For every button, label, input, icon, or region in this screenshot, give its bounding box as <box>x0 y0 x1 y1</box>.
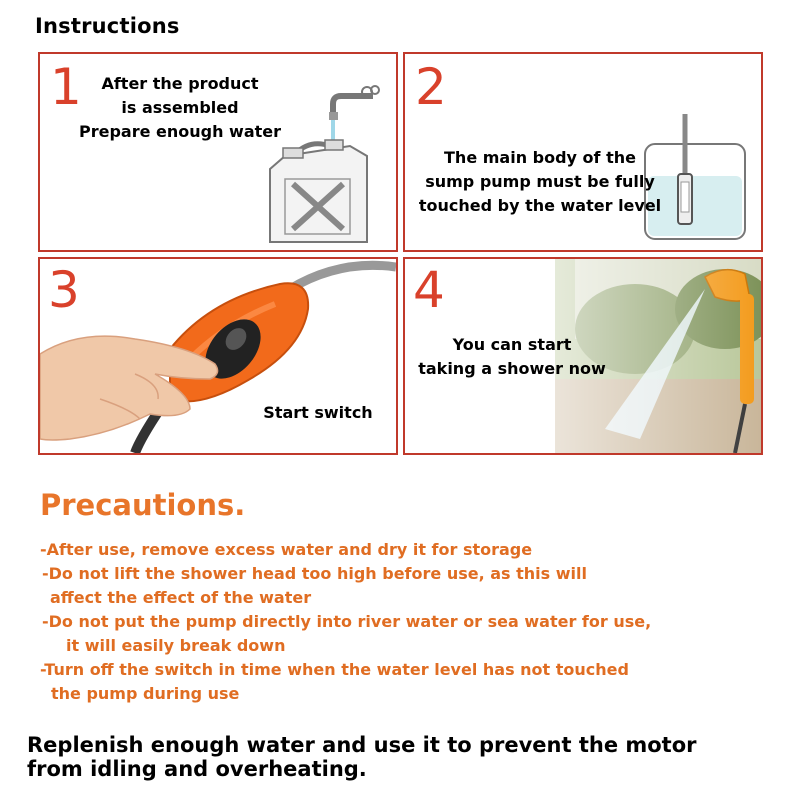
precaution-item <box>42 562 587 610</box>
step-text-line: After the product <box>101 74 259 93</box>
water-jerrycan-illustration <box>255 84 395 249</box>
step-text-line: is assembled <box>121 98 239 117</box>
precaution-line: it will easily break down <box>66 636 286 655</box>
page-title: Instructions <box>35 14 180 38</box>
precautions-title: Precautions. <box>40 488 246 522</box>
step-4-text <box>407 333 617 381</box>
precaution-line: affect the effect of the water <box>50 588 312 607</box>
footer-note <box>27 733 697 781</box>
precaution-line: -Do not put the pump directly into river water or sea water for use, <box>42 612 652 631</box>
precaution-item <box>40 538 532 562</box>
step-number: 1 <box>50 58 82 116</box>
step-text-line: touched by the water level <box>418 196 662 215</box>
step-number: 3 <box>48 261 80 319</box>
step-2-panel <box>403 52 763 252</box>
footer-line: from idling and overheating. <box>27 757 367 781</box>
precaution-line: -Do not lift the shower head too high before use, as this will <box>42 564 587 583</box>
precaution-line: the pump during use <box>51 684 240 703</box>
precaution-item <box>42 610 651 658</box>
step-text-line: taking a shower now <box>418 359 606 378</box>
step-text-line: The main body of the <box>444 148 636 167</box>
precaution-line: -After use, remove excess water and dry it for storage <box>40 540 533 559</box>
precaution-item <box>40 658 629 706</box>
step-number: 4 <box>413 261 445 319</box>
step-4-panel <box>403 257 763 455</box>
step-1-panel <box>38 52 398 252</box>
step-2-text <box>410 146 670 218</box>
precaution-line: -Turn off the switch in time when the water level has not touched <box>40 660 629 679</box>
step-text-line: sump pump must be fully <box>425 172 655 191</box>
step-number: 2 <box>415 58 447 116</box>
footer-line: Replenish enough water and use it to prevent the motor <box>27 733 697 757</box>
step-3-panel <box>38 257 398 455</box>
step-text-line: Prepare enough water <box>78 122 282 141</box>
step-text-line: You can start <box>452 335 572 354</box>
step-3-text: Start switch <box>263 403 373 422</box>
